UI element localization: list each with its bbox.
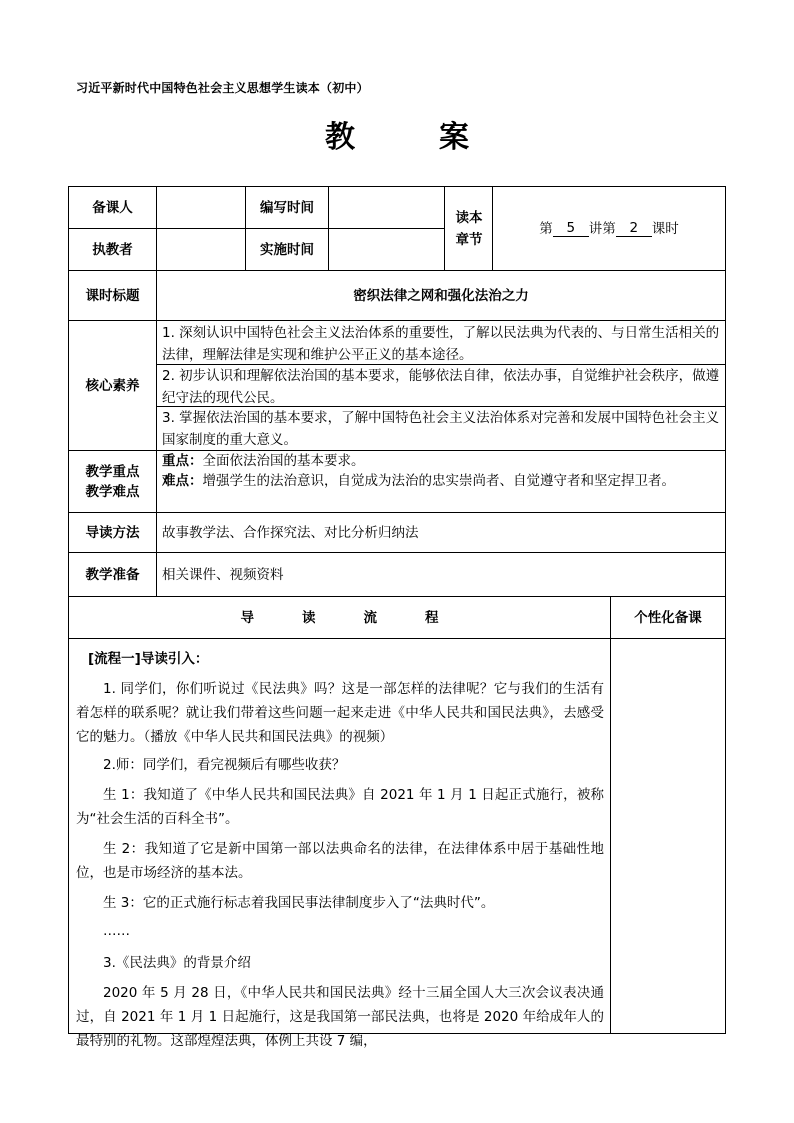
prep-label: 教学准备: [85, 566, 140, 583]
chapter-value: [493, 187, 725, 270]
key-points: [162, 451, 720, 491]
flow-para-7: 3.《民法典》的背景介绍: [103, 955, 251, 971]
teacher-value[interactable]: [157, 229, 245, 270]
topic-value: 密织法律之网和强化法治之力: [353, 287, 529, 304]
key-point-label: 重点：: [162, 453, 203, 469]
teacher-label: 执教者: [92, 241, 133, 258]
key-point-text: 全面依法治国的基本要求。: [202, 453, 365, 469]
key-label-2: 教学难点: [85, 483, 140, 500]
prep-person-value[interactable]: [157, 187, 245, 228]
key-label: [69, 451, 156, 512]
core-label: 核心素养: [85, 377, 140, 394]
core-item-3: 3. 掌握依法治国的基本要求，了解中国特色社会主义法治体系对完善和发展中国特色社会主义国家制度的重大意义。: [162, 410, 720, 448]
flow-para-2: 2.师：同学们，看完视频后有哪些收获？: [103, 757, 346, 773]
prep-person-label: 备课人: [92, 199, 133, 216]
core-item-2: 2. 初步认识和理解依法治国的基本要求，能够依法自律，依法办事，自觉维护社会秩序，做遵纪守法的现代公民。: [162, 368, 720, 406]
diff-point-label: 难点：: [162, 473, 203, 489]
impl-time-label: 实施时间: [260, 241, 314, 258]
personal-label: 个性化备课: [634, 609, 702, 626]
method-value: 故事教学法、合作探究法、对比分析归纳法: [162, 524, 419, 541]
flow-para-5: 生 3：它的正式施行标志着我国民事法律制度步入了“法典时代”。: [103, 895, 495, 911]
lesson-number[interactable]: 2: [616, 220, 652, 237]
page-title: 教案: [325, 120, 553, 155]
flow-para-3: 生 1：我知道了《中华人民共和国民法典》自 2021 年 1 月 1 日起正式施行，被称为“社会生活的百科全书”。: [76, 787, 604, 827]
chapter-label: 读本章节: [455, 209, 483, 248]
lecture-number[interactable]: 5: [553, 220, 589, 237]
flow-para-1: 1. 同学们，你们听说过《民法典》吗？这是一部怎样的法律呢？它与我们的生活有着怎样的联系呢？就让我们带着这些问题一起来走进《中华人民共和国民法典》，去感受它的魅力。（播放《中华人民共和国民法典》的视频）: [76, 681, 604, 745]
step1-title: [流程一]导读引入：: [88, 651, 209, 667]
key-label-1: 教学重点: [85, 463, 140, 480]
book-header: 习近平新时代中国特色社会主义思想学生读本（初中）: [76, 81, 369, 95]
core-item-1: 1. 深刻认识中国特色社会主义法治体系的重要性，了解以民法典为代表的、与日常生活相关的法律，理解法律是实现和维护公平正义的基本途径。: [162, 325, 720, 363]
chapter-post: 课时: [651, 220, 679, 237]
chapter-mid: 讲第: [588, 220, 616, 237]
flow-body: [76, 677, 604, 1053]
write-time-value[interactable]: [329, 187, 444, 228]
topic-label: 课时标题: [85, 287, 140, 304]
flow-para-4: 生 2：我知道了它是新中国第一部以法典命名的法律，在法律体系中居于基础性地位，也是市场经济的基本法。: [76, 841, 604, 881]
flow-para-6: ……: [103, 923, 130, 939]
flow-label: 导读流程: [240, 609, 487, 626]
write-time-label: 编写时间: [260, 199, 314, 216]
diff-point-text: 增强学生的法治意识，自觉成为法治的忠实崇尚者、自觉遵守者和坚定捍卫者。: [202, 473, 675, 489]
chapter-pre: 第: [539, 220, 553, 237]
impl-time-value[interactable]: [329, 229, 444, 270]
flow-para-8: 2020 年 5 月 28 日，《中华人民共和国民法典》经十三届全国人大三次会议表决通过，自 2021 年 1 月 1 日起施行，这是我国第一部民法典，也将是 2020 年给成年人的最特别的礼物。这部煌煌法典，体例上共设 7 编，: [76, 985, 604, 1049]
method-label: 导读方法: [85, 524, 140, 541]
prep-value: 相关课件、视频资料: [162, 566, 284, 583]
